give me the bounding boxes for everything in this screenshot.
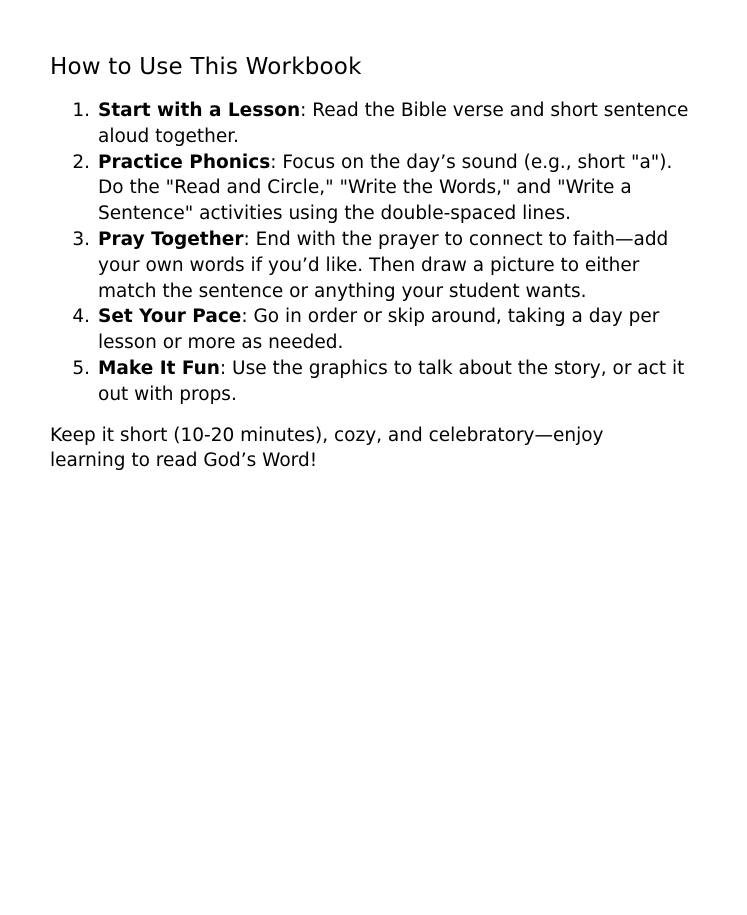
step-body xyxy=(98,227,697,304)
step-number: 5. xyxy=(72,357,90,379)
step-body xyxy=(98,356,697,408)
step-number: 4. xyxy=(72,306,90,328)
step-title: Practice Phonics xyxy=(98,151,271,173)
steps-list xyxy=(50,98,697,408)
step-text: : Use the graphics to talk about the story, or act it out with props. xyxy=(98,357,685,405)
closing-paragraph: Keep it short (10-20 minutes), cozy, and celebratory—enjoy learning to read God’s Word! xyxy=(50,424,604,472)
step-title: Pray Together xyxy=(98,228,244,250)
list-item xyxy=(50,304,697,356)
step-text: : Go in order or skip around, taking a day per lesson or more as needed. xyxy=(98,306,660,354)
list-item xyxy=(50,227,697,304)
step-text: : End with the prayer to connect to faith—add your own words if you’d like. Then draw a picture to either match the sentence or anything your student wants. xyxy=(98,228,669,302)
step-number: 3. xyxy=(72,228,90,250)
step-title: Make It Fun xyxy=(98,357,220,379)
step-text: : Read the Bible verse and short sentence aloud together. xyxy=(98,100,689,147)
list-item xyxy=(50,356,697,408)
step-text: : Focus on the day’s sound (e.g., short "a"). Do the "Read and Circle," "Write the Words," and "Write a Sentence" activities using the double-spaced lines. xyxy=(98,151,673,225)
step-title: Set Your Pace xyxy=(98,306,242,328)
step-body xyxy=(98,150,697,227)
page-title: How to Use This Workbook xyxy=(50,54,362,80)
step-title: Start with a Lesson xyxy=(98,100,301,121)
step-number: 2. xyxy=(72,151,90,173)
list-item xyxy=(50,98,697,150)
step-body xyxy=(98,98,697,150)
list-item xyxy=(50,150,697,227)
step-body xyxy=(98,304,697,356)
step-number: 1. xyxy=(72,100,90,121)
